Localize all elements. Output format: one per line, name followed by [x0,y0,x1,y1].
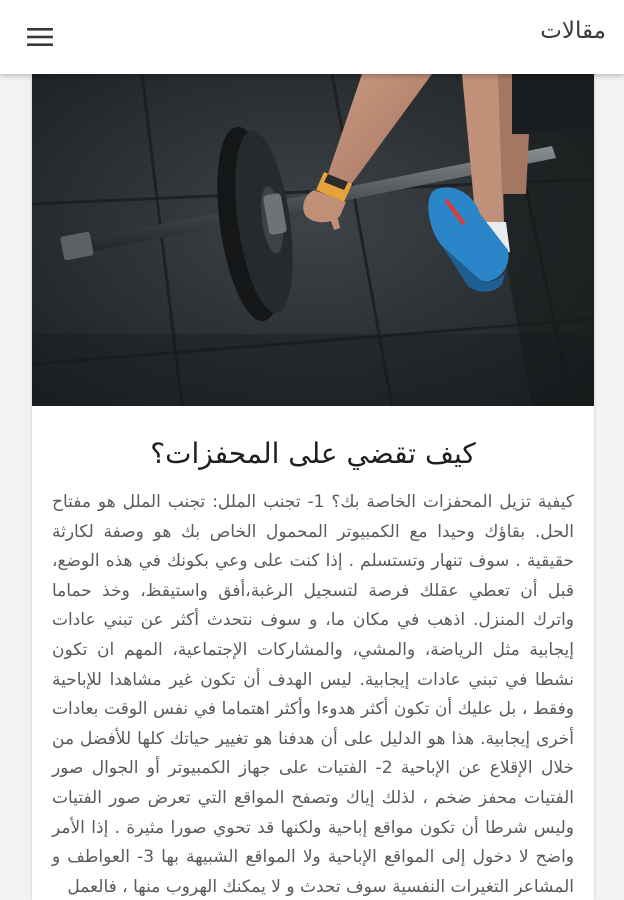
weightlifter-barbell-photo [32,74,594,406]
article-card[interactable] [32,74,594,900]
hamburger-menu-icon [27,27,53,47]
app-title: مقالات [540,18,606,44]
article-image [32,74,594,406]
app-bar [0,0,624,74]
article-body: كيفية تزيل المحفزات الخاصة بك؟ 1- تجنب الملل: تجنب الملل هو مفتاح الحل. بقاؤك وحيدا مع الكمبيوتر المحمول الخاص بك هو وصفة لكارثة حقيقية . سوف تنهار وتستسلم . إذا كنت على وعي بكونك في هذه الوضع، قبل أن تعطي عقلك فرصة لتسجيل الرغبة،أفق واستيقظ، وخذ حماما واترك المنزل. اذهب في مكان ما، و سوف نتحدث أكثر عن تبني عادات إيجابية مثل الرياضة، والمشي، والمشاركات الإجتماعية، المهم ان تكون نشطا في تبني عادات إيجابية. ليس الهدف أن تكون غير مشاهدا للإباحية وفقط ، بل عليك أن تكون أكثر هدوءا وأكثر اهتماما في نفس الوقت بعادات أخرى إيجابية. هذا هو الدليل على أن هدفنا هو تغيير حياتك كلها للأفضل من خلال الإقلاع عن الإباحية 2- الفتيات على جهاز الكمبيوتر أو الجوال صور الفتيات محفز ضخم ، لذلك إياك وتصفح المواقع التي تعرض صور الفتيات وليس شرطا أن تكون مواقع إباحية ولكنها قد تحوي صورا مثيرة . إذا الأمر واضح لا دخول إلى المواقع الإباحية ولا المواقع الشبيهة بها 3- العواطف و المشاعر التغيرات النفسية سوف تحدث و لا يمكنك الهروب منها ، فالعمل [52,492,575,897]
article-title: كيف تقضي على المحفزات؟ [150,437,476,470]
menu-button[interactable] [14,16,58,56]
